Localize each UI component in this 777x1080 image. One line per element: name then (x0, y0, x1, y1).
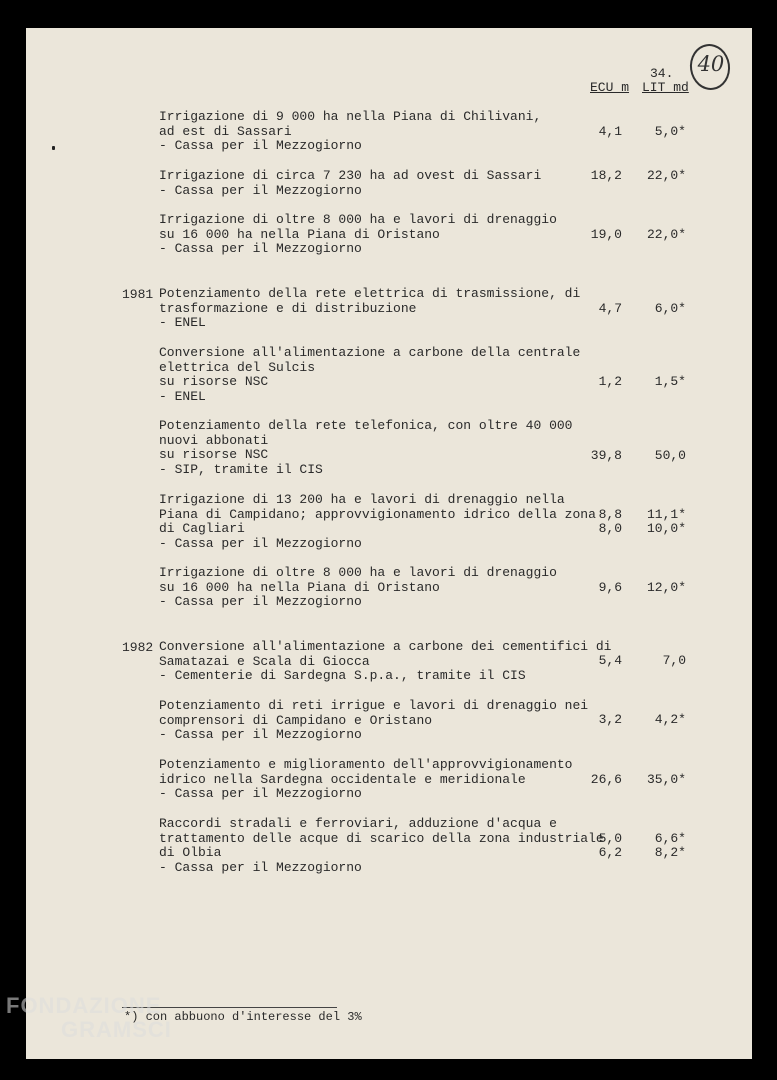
lit-value: 6,6* (654, 831, 686, 846)
lit-value: 5,0* (654, 124, 686, 139)
ecu-value: 18,2 (590, 168, 622, 183)
punch-mark (52, 146, 55, 150)
lit-value: 11,1* (646, 507, 686, 522)
entry: Potenziamento della rete telefonica, con oltre 40 000 nuovi abbonati su risorse NSC - SIP, tramite il CIS (159, 418, 573, 478)
entry: Irrigazione di 13 200 ha e lavori di drenaggio nella Piana di Campidano; approvvigionamento idrico della zona di Cagliari - Cassa per il Mezzogiorno (159, 492, 596, 552)
ecu-value: 26,6 (590, 772, 622, 787)
page-number: 34. (650, 66, 674, 81)
column-header-lit: LIT md (642, 80, 689, 95)
ecu-value: 3,2 (598, 712, 622, 727)
lit-value: 8,2* (654, 845, 686, 860)
ecu-value: 8,8 (598, 507, 622, 522)
lit-value: 12,0* (646, 580, 686, 595)
lit-value: 35,0* (646, 772, 686, 787)
lit-value: 50,0 (654, 448, 686, 463)
ecu-value: 9,6 (598, 580, 622, 595)
ecu-value: 6,2 (598, 845, 622, 860)
ecu-value: 4,1 (598, 124, 622, 139)
entry: Irrigazione di 9 000 ha nella Piana di Chilivani, ad est di Sassari - Cassa per il Mezzogiorno (159, 109, 542, 154)
lit-value: 22,0* (646, 168, 686, 183)
ecu-value: 1,2 (598, 374, 622, 389)
entry: Raccordi stradali e ferroviari, adduzione d'acqua e trattamento delle acque di scarico della zona industriale di Olbia - Cassa per il Mezzogiorno (159, 816, 604, 876)
entry: Potenziamento e miglioramento dell'approvvigionamento idrico nella Sardegna occidentale e meridionale - Cassa per il Mezzogiorno (159, 757, 573, 802)
watermark-logo: FONDAZIONE GRAMSCI (6, 993, 172, 1042)
lit-value: 7,0 (662, 653, 686, 668)
entry: Conversione all'alimentazione a carbone dei cementifici di Samatazai e Scala di Giocca - Cementerie di Sardegna S.p.a., tramite il CIS (159, 639, 612, 684)
ecu-value: 39,8 (590, 448, 622, 463)
entry: Conversione all'alimentazione a carbone della centrale elettrica del Sulcis su risorse NSC - ENEL (159, 345, 581, 405)
lit-value: 1,5* (654, 374, 686, 389)
entry: Potenziamento della rete elettrica di trasmissione, di trasformazione e di distribuzione - ENEL (159, 286, 581, 331)
ecu-value: 5,0 (598, 831, 622, 846)
ecu-value: 4,7 (598, 301, 622, 316)
entry: Irrigazione di oltre 8 000 ha e lavori di drenaggio su 16 000 ha nella Piana di Oristano - Cassa per il Mezzogiorno (159, 565, 557, 610)
lit-value: 6,0* (654, 301, 686, 316)
ecu-value: 5,4 (598, 653, 622, 668)
entry: Irrigazione di oltre 8 000 ha e lavori di drenaggio su 16 000 ha nella Piana di Oristano - Cassa per il Mezzogiorno (159, 212, 557, 257)
year-label: 1982 (122, 640, 154, 655)
ecu-value: 19,0 (590, 227, 622, 242)
entry: Irrigazione di circa 7 230 ha ad ovest di Sassari - Cassa per il Mezzogiorno (159, 168, 542, 198)
lit-value: 22,0* (646, 227, 686, 242)
entry: Potenziamento di reti irrigue e lavori di drenaggio nei comprensori di Campidano e Oristano - Cassa per il Mezzogiorno (159, 698, 589, 743)
handwritten-page-number: 40 (687, 41, 733, 92)
year-label: 1981 (122, 287, 154, 302)
lit-value: 10,0* (646, 521, 686, 536)
ecu-value: 8,0 (598, 521, 622, 536)
column-header-ecu: ECU m (590, 80, 630, 95)
lit-value: 4,2* (654, 712, 686, 727)
footnote: *) con abbuono d'interesse del 3% (124, 1010, 362, 1024)
